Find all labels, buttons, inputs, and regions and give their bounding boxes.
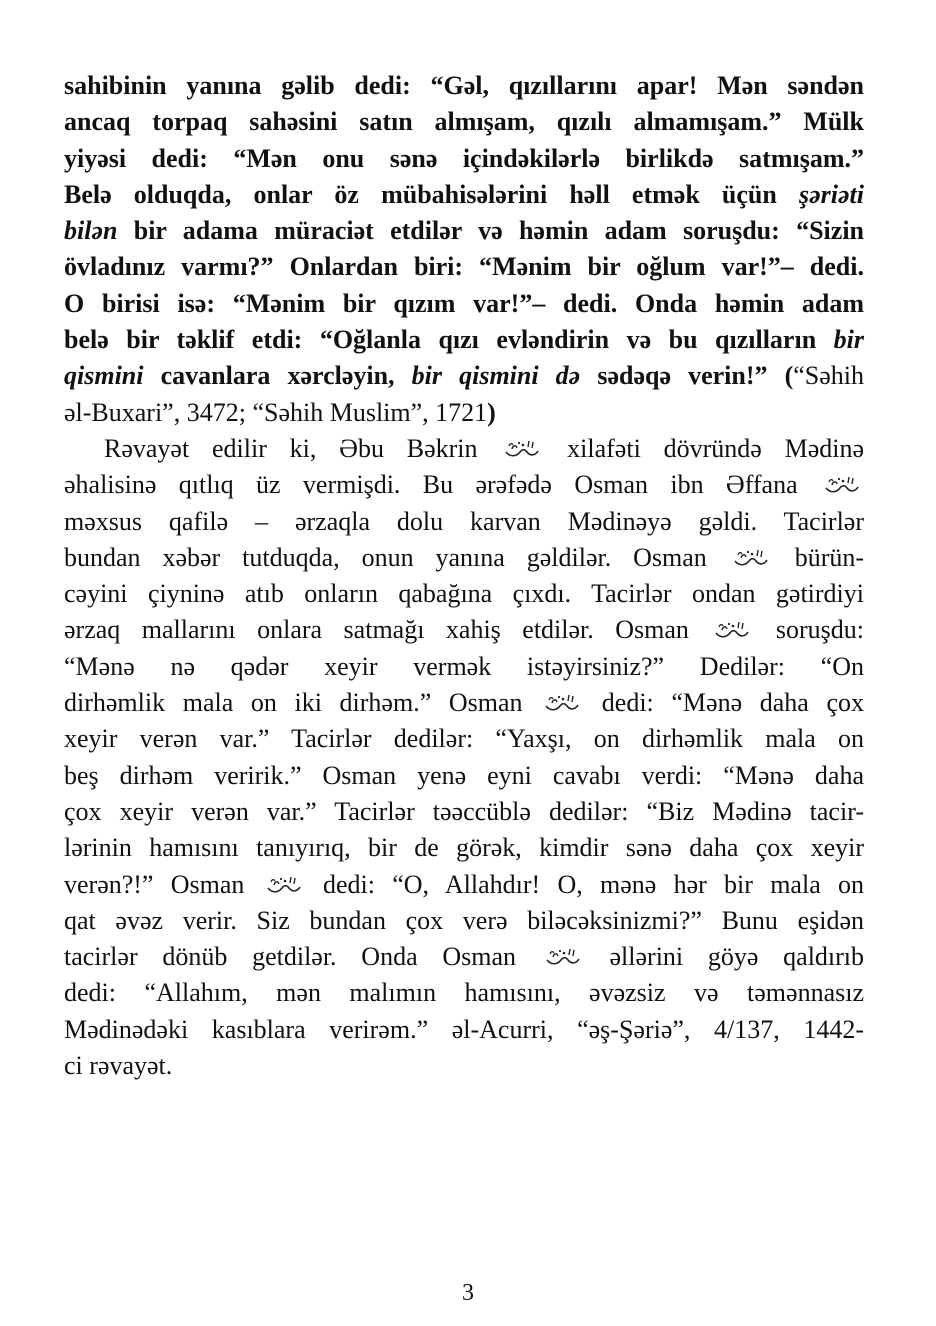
body-text — [64, 68, 864, 1084]
text-line: qismini cavanlara xərcləyin, bir qismini də sədəqə verin!” (“Səhih — [64, 361, 865, 391]
honorific-icon — [544, 691, 580, 713]
text-line: çox xeyir verən var.” Tacirlər təəccüblə dedilər: “Biz Mədinə tacir- — [64, 796, 864, 826]
text-line: Rəvayət edilir ki, Əbu Bəkrin xilafəti dövründə Mədinə — [104, 433, 865, 463]
page-number: 3 — [462, 1280, 474, 1306]
text-line: verən?!” Osman dedi: “O, Allahdır! O, mənə hər bir mala on — [64, 869, 864, 899]
text-line: əl-Buxari”, 3472; “Səhih Muslim”, 1721) — [64, 397, 496, 427]
text-line: beş dirhəm veririk.” Osman yenə eyni cavabı verdi: “Mənə daha — [64, 760, 864, 790]
text-line: O birisi isə: “Mənim bir qızım var!”– dedi. Onda həmin adam — [64, 288, 864, 318]
text-line: Belə olduqda, onlar öz mübahisələrini həll etmək üçün şəriəti — [64, 179, 865, 209]
honorific-icon — [545, 945, 581, 967]
honorific-icon — [266, 873, 302, 895]
text-line: xeyir verən var.” Tacirlər dedilər: “Yaxşı, on dirhəmlik mala on — [64, 724, 864, 754]
text-line: yiyəsi dedi: “Mən onu sənə içindəkilərlə birlikdə satmışam.” — [64, 143, 864, 173]
italic-phrase: şəriəti — [799, 179, 865, 209]
text-line: lərinin hamısını tanıyırıq, bir de görək, kimdir sənə daha çox xeyir — [64, 833, 864, 863]
text-line: belə bir təklif etdi: “Oğlanla qızı evləndirin və bu qızılların bir — [64, 325, 864, 355]
italic-phrase: qismini — [64, 361, 144, 391]
text-line: ancaq torpaq sahəsini satın almışam, qızılı almamışam.” Mülk — [64, 107, 864, 137]
text-line: dedi: “Allahım, mən malımın hamısını, əvəzsiz və təmənnasız — [64, 978, 864, 1008]
honorific-icon — [733, 546, 769, 568]
text-line: əhalisinə qıtlıq üz vermişdi. Bu ərəfədə Osman ibn Əffana — [64, 467, 864, 503]
italic-phrase: bilən — [64, 216, 118, 246]
honorific-icon — [824, 473, 860, 495]
text-line: Mədinədəki kasıblara verirəm.” əl-Acurri, “əş-Şəriə”, 4/137, 1442- — [64, 1014, 864, 1044]
text-line: “Mənə nə qədər xeyir vermək istəyirsiniz?” Dedilər: “On — [64, 651, 864, 681]
honorific-icon — [714, 618, 750, 640]
honorific-icon — [504, 437, 540, 459]
text-line: bundan xəbər tutduqda, onun yanına gəldilər. Osman bürün- — [64, 542, 865, 572]
italic-phrase: bir — [833, 325, 864, 355]
italic-phrase: bir qismini də — [411, 361, 581, 391]
text-line: cəyini çiyninə atıb onların qabağına çıxdı. Tacirlər ondan gətirdiyi — [64, 579, 864, 609]
text-line: övladınız varmı?” Onlardan biri: “Mənim bir oğlum var!”– dedi. — [64, 252, 864, 282]
text-line: ərzaq mallarını onlara satmağı xahiş etdilər. Osman soruşdu: — [64, 615, 865, 645]
text-line: ci rəvayət. — [64, 1051, 173, 1081]
citation: əl-Buxari”, 3472; “Səhih Muslim”, 1721 — [64, 397, 488, 427]
citation: “Səhih — [793, 361, 865, 391]
text-line: sahibinin yanına gəlib dedi: “Gəl, qızıllarını apar! Mən səndən — [64, 71, 864, 100]
text-line: bilən bir adama müraciət etdilər və həmin adam soruşdu: “Sizin — [64, 216, 864, 246]
text-line: tacirlər dönüb getdilər. Onda Osman əllərini göyə qaldırıb — [64, 942, 865, 972]
text-line: dirhəmlik mala on iki dirhəm.” Osman dedi: “Mənə daha çox — [64, 688, 864, 718]
text-line: qat əvəz verir. Siz bundan çox verə biləcəksinizmi?” Bunu eşidən — [64, 905, 864, 935]
text-line: məxsus qafilə – ərzaqla dolu karvan Mədinəyə gəldi. Tacirlər — [64, 506, 864, 536]
